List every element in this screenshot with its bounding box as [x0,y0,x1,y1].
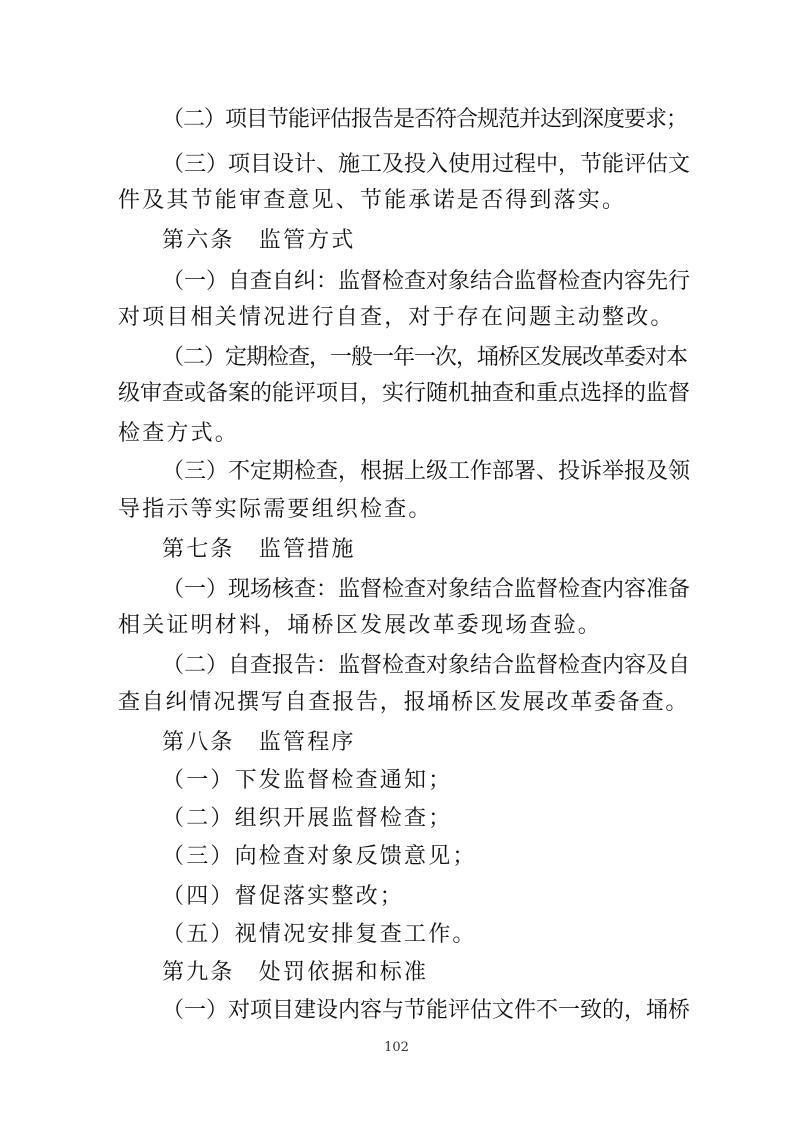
text-line: （二）项目节能评估报告是否符合规范并达到深度要求； [162,107,688,132]
text-line: （五）视情况安排复查工作。 [162,922,477,947]
text-line: （一）下发监督检查通知； [162,768,453,793]
text-line: 相关证明材料，埇桥区发展改革委现场查验。 [118,613,603,638]
text-line: 检查方式。 [118,421,240,446]
text-line: （四）督促落实整改； [162,884,405,909]
text-line: （二）自查报告：监督检查对象结合监督检查内容及自 [162,653,691,678]
section-heading: 第七条 监管措施 [162,537,356,562]
text-line: （一）现场核查：监督检查对象结合监督检查内容准备 [162,577,691,602]
text-line: 件及其节能审查意见、节能承诺是否得到落实。 [118,188,627,213]
section-heading: 第九条 处罚依据和标准 [162,960,429,985]
page-number: 102 [384,1040,409,1055]
text-line: （三）不定期检查，根据上级工作部署、投诉举报及领 [162,459,691,484]
text-line: （三）项目设计、施工及投入使用过程中，节能评估文 [162,152,691,177]
text-line: （二）组织开展监督检查； [162,806,453,831]
text-line: 导指示等实际需要组织检查。 [118,497,433,522]
section-heading: 第六条 监管方式 [162,228,356,253]
text-line: 查自纠情况撰写自查报告，报埇桥区发展改革委备查。 [118,690,690,715]
text-line: 对项目相关情况进行自查，对于存在问题主动整改。 [118,305,675,330]
section-heading: 第八条 监管程序 [162,730,356,755]
text-line: （一）对项目建设内容与节能评估文件不一致的，埇桥 [162,998,691,1023]
text-line: （一）自查自纠：监督检查对象结合监督检查内容先行 [162,269,691,294]
text-line: （二）定期检查，一般一年一次，埇桥区发展改革委对本 [162,345,688,370]
text-line: （三）向检查对象反馈意见； [162,844,477,869]
text-line: 级审查或备案的能评项目，实行随机抽查和重点选择的监督 [118,381,691,406]
